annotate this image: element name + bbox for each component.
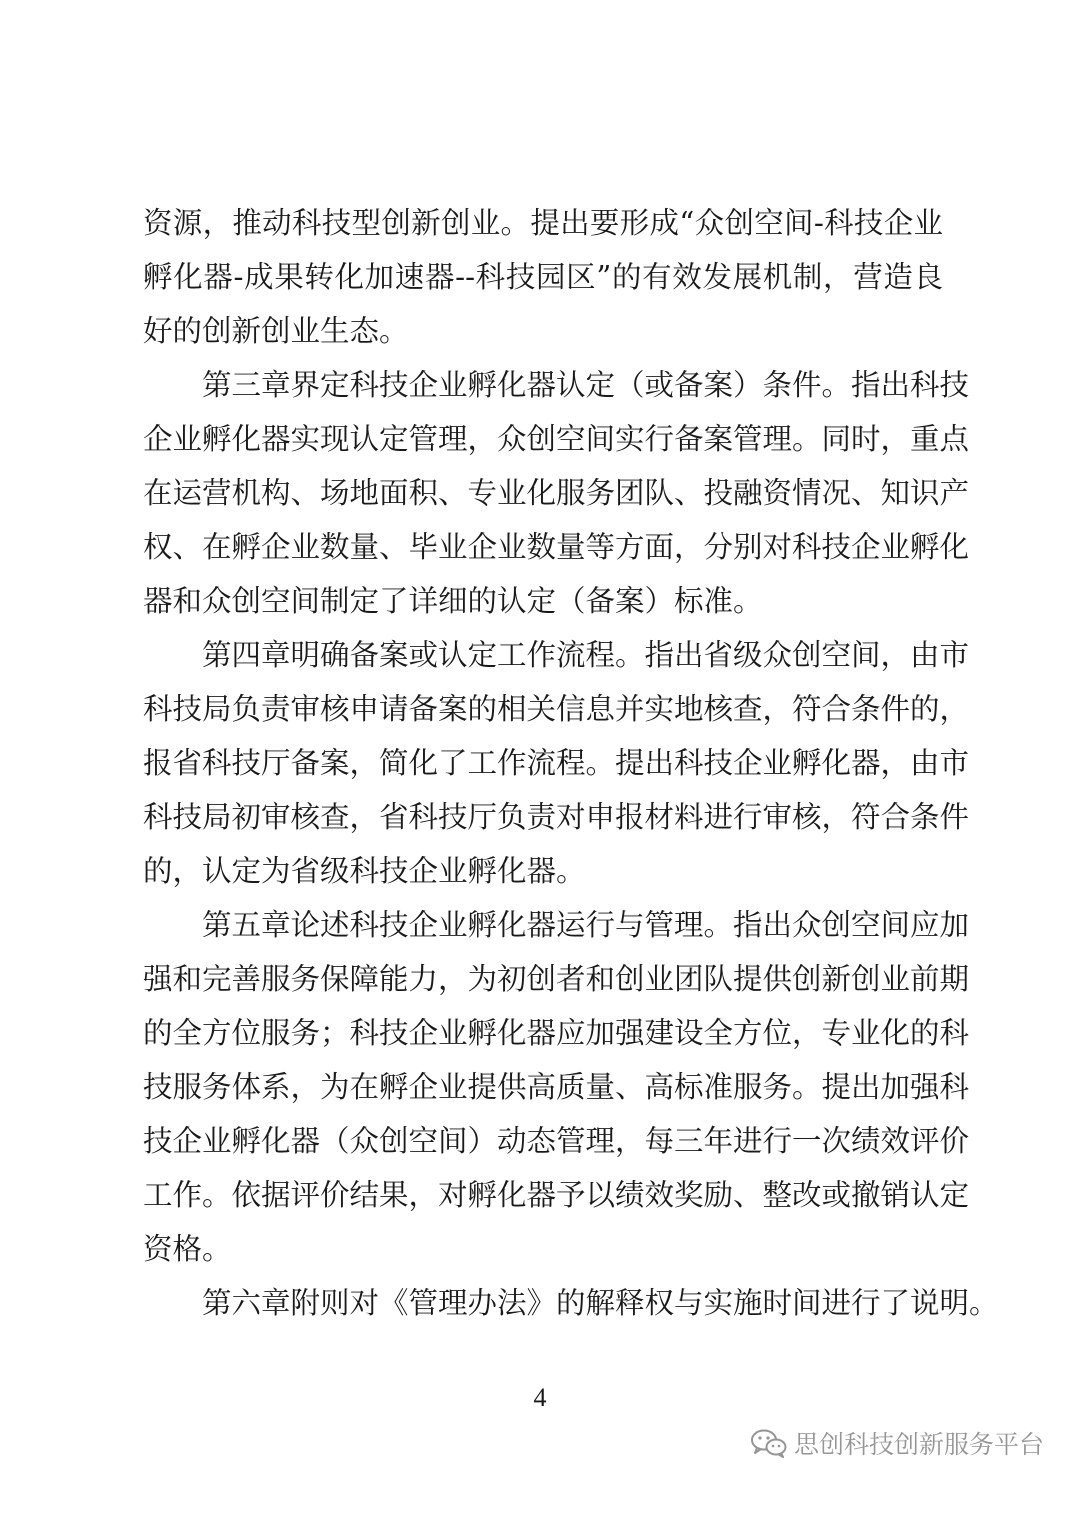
- text-line: 第三章界定科技企业孵化器认定（或备案）条件。指出科技: [143, 368, 970, 402]
- text-line: 权、在孵企业数量、毕业企业数量等方面，分别对科技企业孵化: [143, 530, 970, 564]
- text-line: 第五章论述科技企业孵化器运行与管理。指出众创空间应加: [143, 908, 970, 942]
- text-line: 的，认定为省级科技企业孵化器。: [143, 854, 586, 888]
- text-line: 工作。依据评价结果，对孵化器予以绩效奖励、整改或撤销认定: [143, 1178, 970, 1212]
- text-line: 第四章明确备案或认定工作流程。指出省级众创空间，由市: [143, 638, 970, 672]
- text-line: 技服务体系，为在孵企业提供高质量、高标准服务。提出加强科: [143, 1070, 970, 1104]
- document-body: [143, 196, 999, 1330]
- text-line: 资格。: [143, 1232, 232, 1266]
- watermark: [750, 1423, 1044, 1463]
- text-line: 第六章附则对《管理办法》的解释权与实施时间进行了说明。: [143, 1286, 999, 1320]
- text-line: 器和众创空间制定了详细的认定（备案）标准。: [143, 584, 763, 618]
- wechat-icon: [750, 1428, 788, 1458]
- text-line: 在运营机构、场地面积、专业化服务团队、投融资情况、知识产: [143, 476, 970, 510]
- text-line: 的全方位服务；科技企业孵化器应加强建设全方位，专业化的科: [143, 1016, 970, 1050]
- watermark-text: 思创科技创新服务平台: [793, 1430, 1044, 1459]
- text-line: 资源，推动科技型创新创业。提出要形成“众创空间-科技企业: [143, 206, 943, 240]
- text-line: 孵化器-成果转化加速器--科技园区”的有效发展机制，营造良: [143, 260, 943, 294]
- text-line: 企业孵化器实现认定管理，众创空间实行备案管理。同时，重点: [143, 422, 970, 456]
- text-line: 好的创新创业生态。: [143, 314, 409, 348]
- page-number: 4: [533, 1383, 547, 1412]
- text-line: 技企业孵化器（众创空间）动态管理，每三年进行一次绩效评价: [143, 1124, 970, 1158]
- text-line: 报省科技厅备案，简化了工作流程。提出科技企业孵化器，由市: [143, 746, 970, 780]
- text-line: 科技局负责审核申请备案的相关信息并实地核查，符合条件的，: [143, 692, 970, 726]
- text-line: 强和完善服务保障能力，为初创者和创业团队提供创新创业前期: [143, 962, 970, 996]
- text-line: 科技局初审核查，省科技厅负责对申报材料进行审核，符合条件: [143, 800, 970, 834]
